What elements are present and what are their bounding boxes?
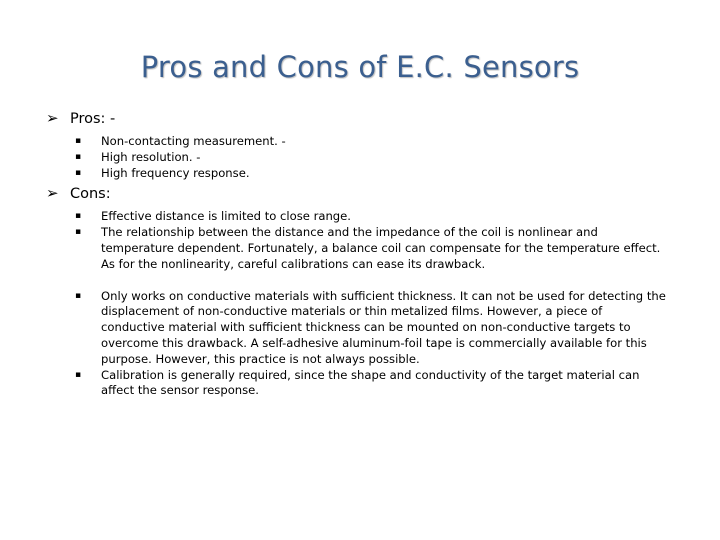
square-bullet-icon: ▪: [75, 136, 82, 146]
pros-heading: Pros: -: [70, 111, 116, 127]
pros-item-text: Non-contacting measurement. -: [101, 134, 286, 148]
list-item: [75, 225, 666, 272]
cons-item-text: Calibration is generally required, since the shape and conductivity of the target material can affect the sensor response.: [101, 367, 640, 398]
pros-list: [46, 134, 666, 181]
cons-heading: Cons:: [70, 186, 111, 203]
square-bullet-icon: ▪: [75, 369, 82, 380]
slide-title: Pros and Cons of E.C. Sensors: [140, 50, 580, 84]
cons-item-text: Effective distance is limited to close range.: [101, 209, 351, 224]
arrow-bullet-icon: ➢: [46, 184, 59, 203]
square-bullet-icon: ▪: [75, 167, 82, 178]
list-item: [75, 166, 666, 182]
cons-heading-row: [46, 183, 666, 204]
list-item: [75, 368, 666, 400]
square-bullet-icon: ▪: [75, 227, 82, 238]
pros-item-text: High frequency response.: [101, 165, 250, 180]
list-item: [75, 289, 666, 368]
arrow-bullet-icon: ➢: [46, 109, 59, 127]
list-item: [75, 134, 666, 150]
square-bullet-icon: ▪: [75, 151, 82, 162]
slide-content: [46, 108, 666, 399]
cons-list: [46, 209, 666, 399]
pros-heading-row: [46, 108, 666, 129]
pros-item-text: High resolution. -: [101, 149, 201, 164]
square-bullet-icon: ▪: [75, 290, 82, 301]
list-item: [75, 150, 666, 166]
square-bullet-icon: ▪: [75, 211, 82, 222]
list-item: [75, 209, 666, 225]
cons-item-text: Only works on conductive materials with sufficient thickness. It can not be used for detecting the displacement of non-conductive materials or thin metalized films. However, a piece of conductive material with sufficient thickness can be mounted on non-conductive targets to overcome this drawback. A self-adhesive aluminum-foil tape is commercially available for this purpose. However, this practice is not always possible.: [101, 288, 666, 366]
cons-item-text: The relationship between the distance and the impedance of the coil is nonlinear and temperature dependent. Fortunately, a balance coil can compensate for the temperature effect. As for the nonlinearity, careful calibrations can ease its drawback.: [101, 225, 661, 271]
